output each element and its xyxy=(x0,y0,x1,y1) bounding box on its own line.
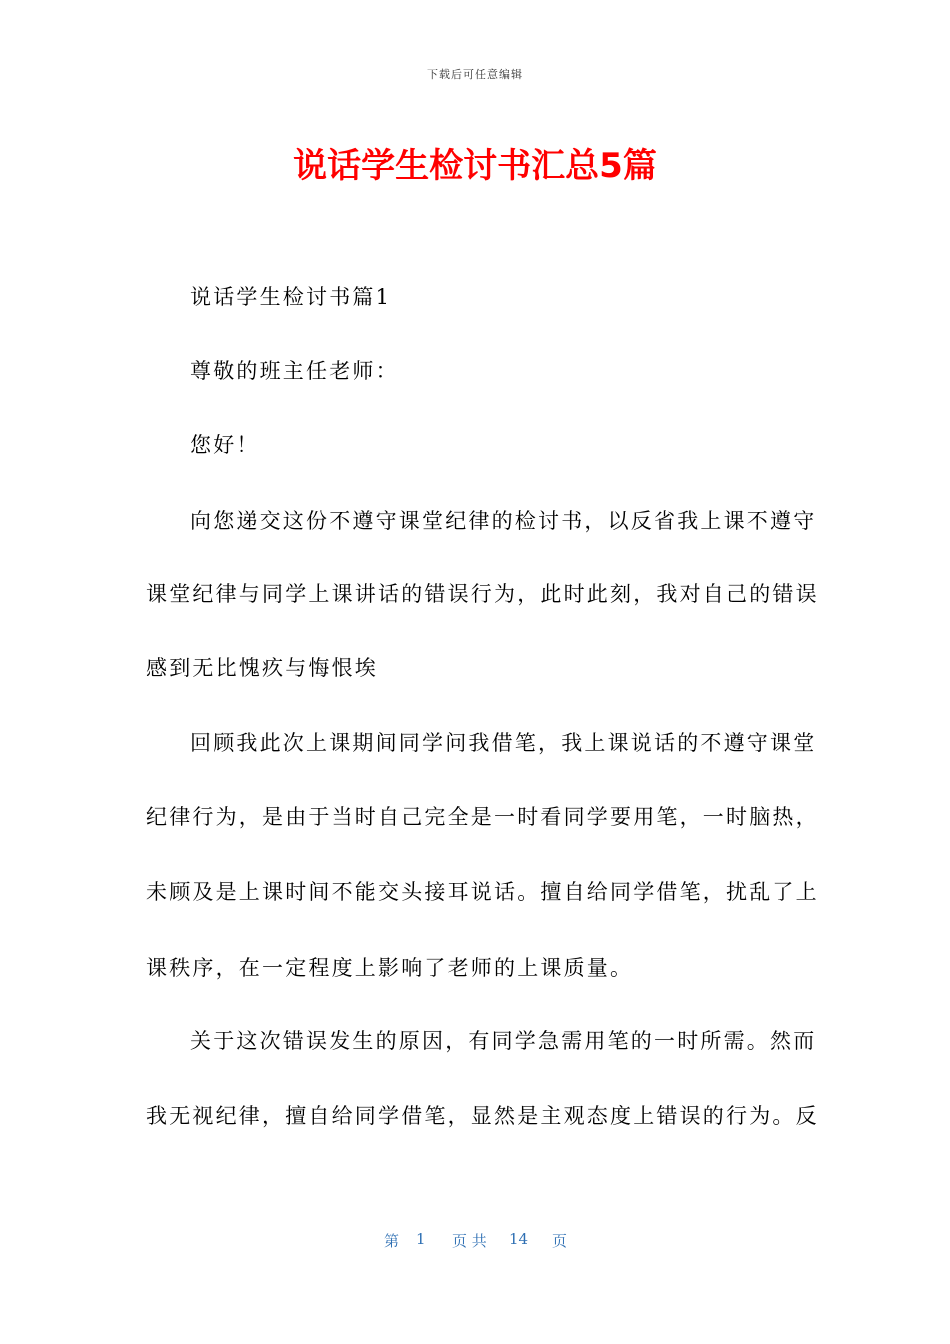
footer-ye-gong: 页 共 xyxy=(452,1232,487,1250)
footer-total-pages: 14 xyxy=(509,1230,529,1248)
footer-page-number: 1 xyxy=(416,1230,426,1248)
page-footer xyxy=(0,1230,950,1250)
salutation: 尊敬的班主任老师： xyxy=(190,359,399,383)
footer-ye: 页 xyxy=(552,1232,568,1250)
paragraph-line: 未顾及是上课时间不能交头接耳说话。擅自给同学借笔，扰乱了上 xyxy=(146,880,819,904)
paragraph-line: 感到无比愧疚与悔恨埃 xyxy=(146,656,378,680)
paragraph-line: 课秩序，在一定程度上影响了老师的上课质量。 xyxy=(146,956,634,980)
paragraph-line: 向您递交这份不遵守课堂纪律的检讨书，以反省我上课不遵守 xyxy=(190,509,817,533)
paragraph-line: 纪律行为，是由于当时自己完全是一时看同学要用笔，一时脑热， xyxy=(146,805,819,829)
paragraph-line: 我无视纪律，擅自给同学借笔，显然是主观态度上错误的行为。反 xyxy=(146,1104,819,1128)
section-heading: 说话学生检讨书篇1 xyxy=(190,285,392,309)
footer-di: 第 xyxy=(384,1232,400,1250)
paragraph-line: 关于这次错误发生的原因，有同学急需用笔的一时所需。然而 xyxy=(190,1029,817,1053)
paragraph-line: 课堂纪律与同学上课讲话的错误行为，此时此刻，我对自己的错误 xyxy=(146,582,819,606)
header-note: 下载后可任意编辑 xyxy=(427,68,523,81)
paragraph-line: 回顾我此次上课期间同学问我借笔，我上课说话的不遵守课堂 xyxy=(190,731,817,755)
greeting: 您好！ xyxy=(190,433,260,457)
document-title: 说话学生检讨书汇总5篇 xyxy=(293,146,657,186)
